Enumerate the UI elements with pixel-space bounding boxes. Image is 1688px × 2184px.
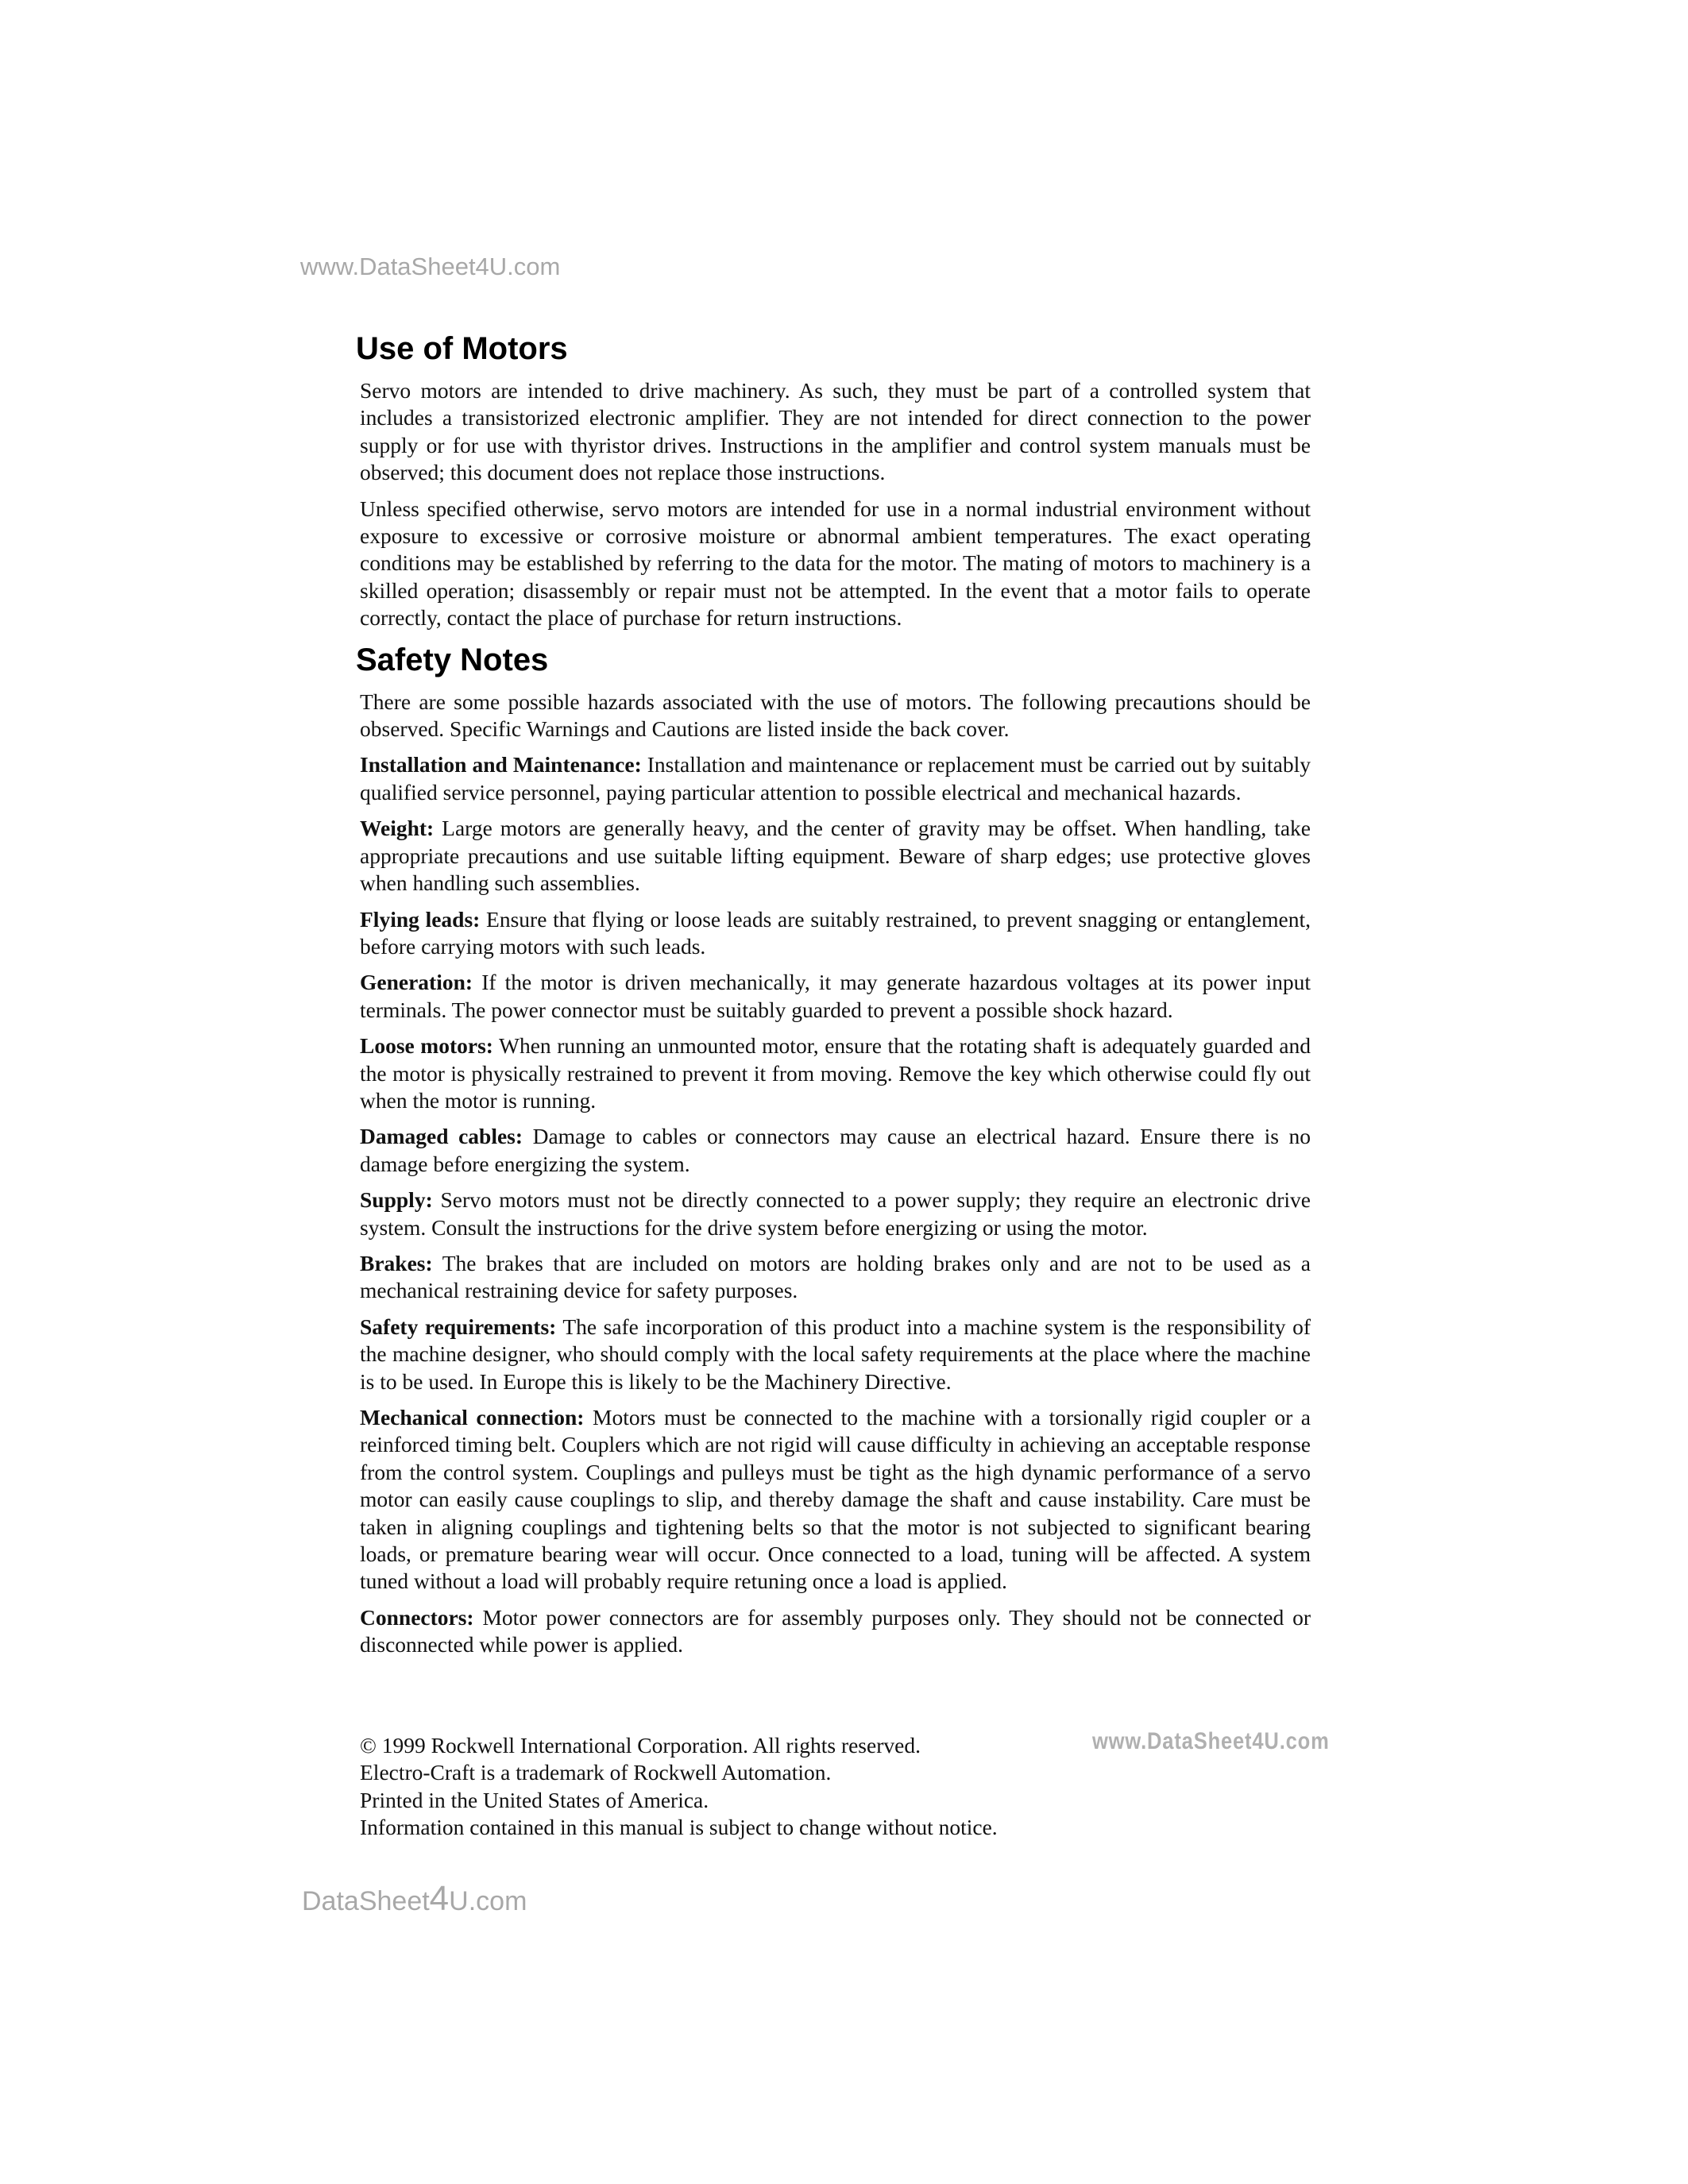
safety-item-text: Large motors are generally heavy, and the center of gravity may be offset. When handling, take appropriate precautions and use suitable lifting equipment. Beware of sharp edges; use protective gloves when handling such assemblies. <box>360 816 1311 896</box>
safety-item-text: If the motor is driven mechanically, it may generate hazardous voltages at its power input terminals. The power connector must be suitably guarded to prevent a possible shock hazard. <box>360 970 1311 1022</box>
safety-item-text: Installation and maintenance or replacement must be carried out by suitably qualified service personnel, paying particular attention to possible electrical and mechanical hazards. <box>360 752 1311 805</box>
safety-item <box>360 1404 1311 1596</box>
safety-item <box>360 815 1311 897</box>
watermark-bottom-b: 4 <box>429 1879 450 1918</box>
paragraph: Servo motors are intended to drive machinery. As such, they must be part of a controlled system that includes a transistorized electronic amplifier. They are not intended for direct connection to the power supply or for use with thyristor drives. Instructions in the amplifier and control system manuals must be observed; this document does not replace those instructions. <box>360 378 1311 485</box>
footer-printed: Printed in the United States of America. <box>360 1787 709 1812</box>
safety-item-text: Motor power connectors are for assembly purposes only. They should not be connected or disconnected while power is applied. <box>360 1604 1311 1657</box>
footer-trademark: Electro-Craft is a trademark of Rockwell Automation. <box>360 1760 832 1785</box>
safety-item-label: Flying leads: <box>360 906 481 932</box>
safety-item <box>360 1187 1311 1241</box>
safety-item-label: Supply: <box>360 1187 433 1213</box>
safety-item-text: The brakes that are included on motors are holding brakes only and are not to be used as a mechanical restraining device for safety purposes. <box>360 1250 1311 1303</box>
watermark-bottom <box>302 1879 527 1919</box>
safety-item <box>360 1314 1311 1395</box>
safety-item-text: Ensure that flying or loose leads are suitably restrained, to prevent snagging or entanglement, before carrying motors with such leads. <box>360 906 1311 959</box>
safety-item-text: Damage to cables or connectors may cause an electrical hazard. Ensure there is no damage before energizing the system. <box>360 1124 1311 1176</box>
document-body <box>356 330 1311 1668</box>
safety-item-label: Brakes: <box>360 1250 433 1275</box>
safety-item-text: Motors must be connected to the machine with a torsionally rigid coupler or a reinforced timing belt. Couplers which are not rigid will cause difficulty in achieving an acceptable response from the control system. Couplings and pulleys must be tight as the high dynamic performance of a servo motor can easily cause couplings to slip, and thereby damage the shaft and cause instability. Care must be taken in aligning couplings and tightening belts so that the motor is not subjected to significant bearing loads, or premature bearing wear will occur. Once connected to a load, tuning will be affected. A system tuned without a load will probably require retuning once a load is applied. <box>360 1405 1311 1594</box>
heading-safety-notes: Safety Notes <box>356 642 549 677</box>
watermark-bottom-c: U.com <box>449 1886 527 1916</box>
safety-item-text: Servo motors must not be directly connected to a power supply; they require an electronic drive system. Consult the instructions for the drive system before energizing or using the motor. <box>360 1187 1311 1240</box>
safety-item-label: Damaged cables: <box>360 1124 523 1149</box>
safety-item-label: Mechanical connection: <box>360 1405 585 1430</box>
watermark-top: www.DataSheet4U.com <box>300 253 561 280</box>
safety-item-label: Weight: <box>360 816 435 841</box>
safety-item-label: Loose motors: <box>360 1033 493 1059</box>
safety-item-label: Generation: <box>360 970 473 995</box>
safety-item <box>360 906 1311 961</box>
safety-item <box>360 751 1311 806</box>
safety-item-label: Connectors: <box>360 1604 474 1630</box>
heading-use-of-motors: Use of Motors <box>356 331 568 366</box>
safety-item <box>360 969 1311 1024</box>
safety-item-label: Installation and Maintenance: <box>360 752 642 778</box>
safety-item-label: Safety requirements: <box>360 1314 557 1339</box>
safety-item <box>360 1604 1311 1659</box>
footer-notice: Information contained in this manual is subject to change without notice. <box>360 1815 998 1840</box>
footer <box>360 1732 998 1842</box>
safety-item <box>360 1250 1311 1305</box>
watermark-right: www.DataSheet4U.com <box>1092 1728 1330 1754</box>
safety-item <box>360 1032 1311 1114</box>
safety-item-text: The safe incorporation of this product into a machine system is the responsibility of the machine designer, who should comply with the local safety requirements at the place where the machine is to be used. In Europe this is likely to be the Machinery Directive. <box>360 1314 1311 1394</box>
paragraph: Unless specified otherwise, servo motors are intended for use in a normal industrial environment without exposure to excessive or corrosive moisture or abnormal ambient temperatures. The exact operating conditions may be established by referring to the data for the motor. The mating of motors to machinery is a skilled operation; disassembly or repair must not be attempted. In the event that a motor fails to operate correctly, contact the place of purchase for return instructions. <box>360 496 1311 631</box>
safety-item-text: When running an unmounted motor, ensure that the rotating shaft is adequately guarded and the motor is physically restrained to prevent it from moving. Remove the key which otherwise could fly out when the motor is running. <box>360 1033 1311 1113</box>
safety-items <box>360 751 1311 1658</box>
safety-item <box>360 1123 1311 1178</box>
footer-copyright: © 1999 Rockwell International Corporation. All rights reserved. <box>360 1733 921 1758</box>
safety-intro: There are some possible hazards associated with the use of motors. The following precautions should be observed. Specific Warnings and Cautions are listed inside the back cover. <box>360 689 1311 742</box>
watermark-bottom-a: DataSheet <box>302 1886 430 1916</box>
